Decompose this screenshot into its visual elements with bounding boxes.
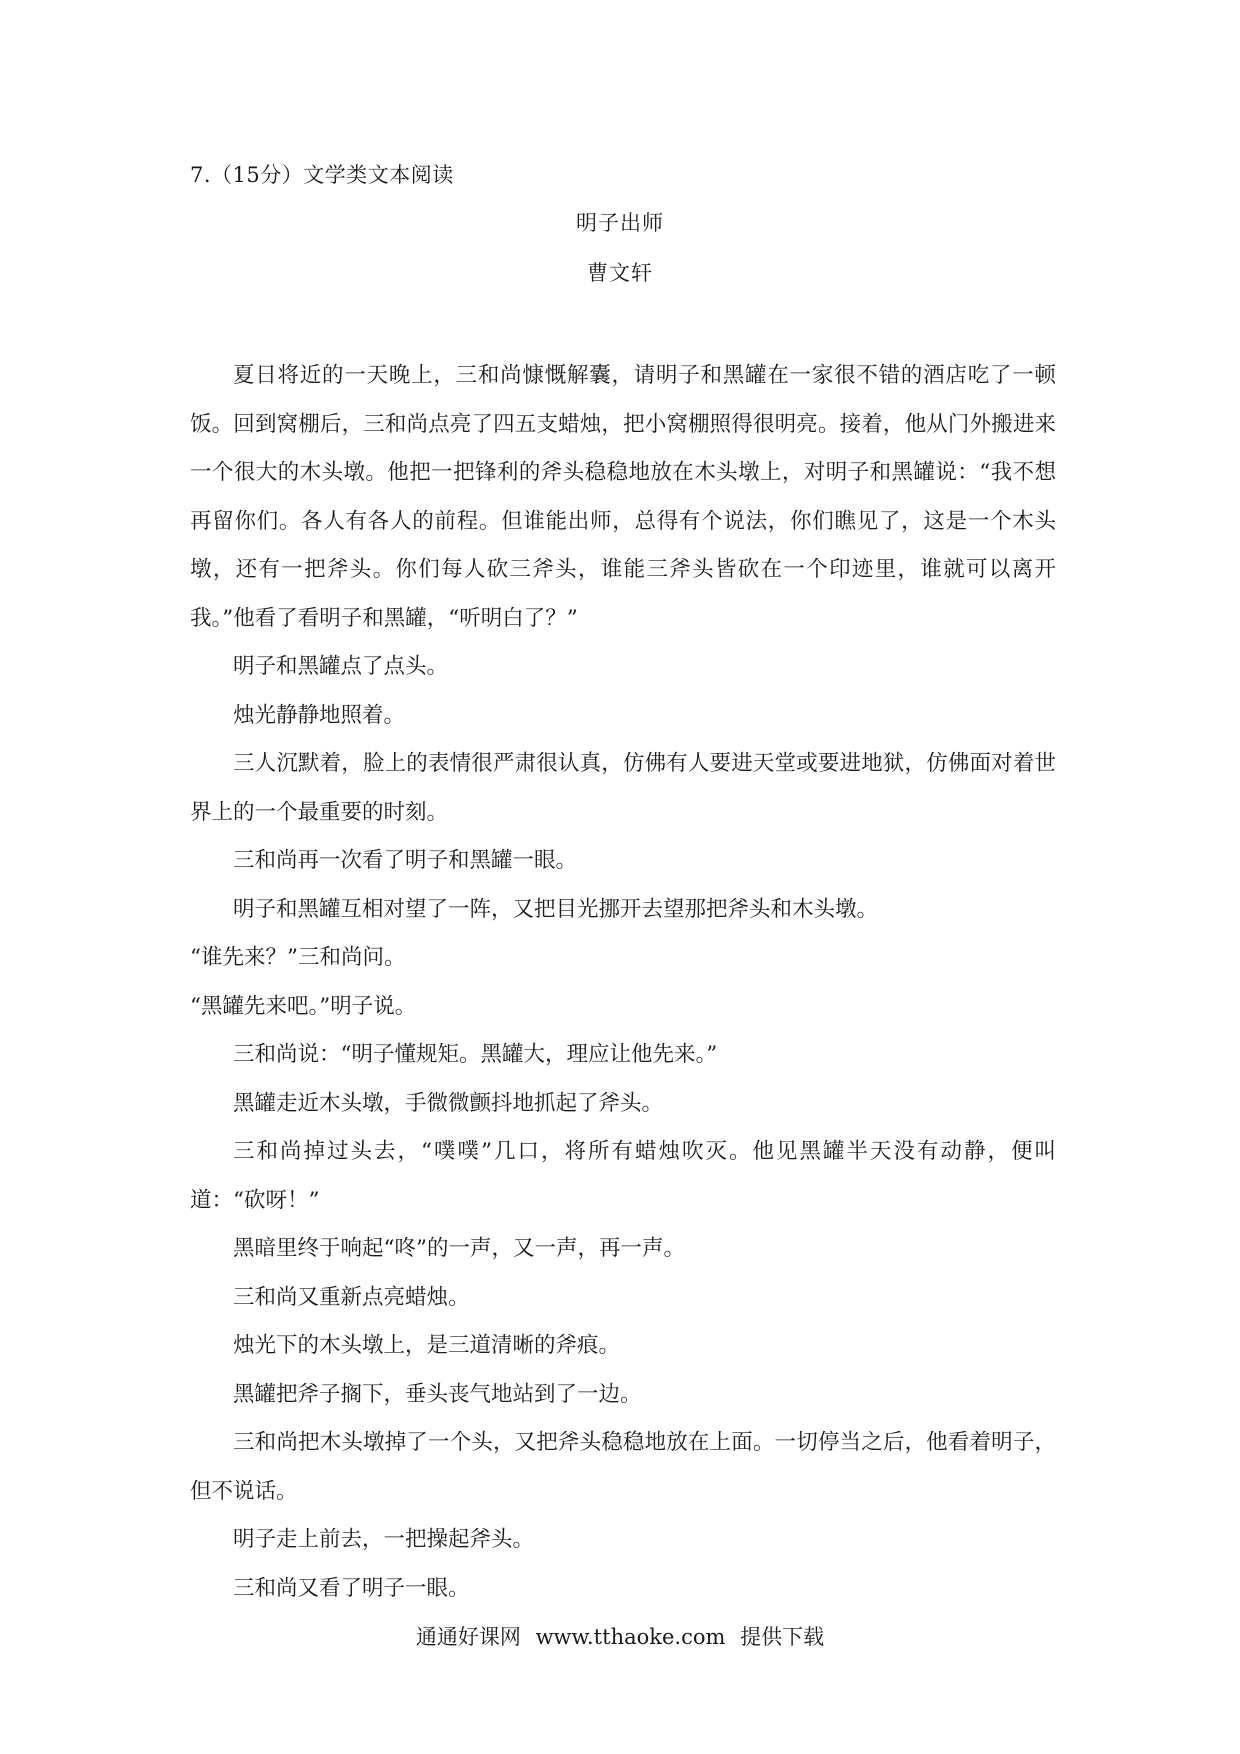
footer-site-name: 通通好课网 xyxy=(415,1625,521,1649)
story-paragraph: 三和尚又看了明子一眼。 xyxy=(233,1575,470,1601)
footer-url[interactable]: www.tthaoke.com xyxy=(535,1625,726,1649)
story-paragraph: 明子和黑罐点了点头。 xyxy=(233,654,449,679)
story-title: 明子出师 xyxy=(576,211,664,235)
story-paragraph: “黑罐先来吧。”明子说。 xyxy=(190,993,417,1019)
story-paragraph: 烛光下的木头墩上，是三道清晰的斧痕。 xyxy=(233,1333,621,1358)
footer-suffix: 提供下载 xyxy=(740,1625,825,1649)
story-paragraph: 三和尚又重新点亮蜡烛。 xyxy=(233,1284,470,1310)
story-paragraph: 明子走上前去，一把操起斧头。 xyxy=(233,1527,535,1552)
story-paragraph: 黑暗里终于响起“咚”的一声，又一声，再一声。 xyxy=(233,1236,685,1261)
page-footer xyxy=(0,1622,1240,1652)
question-heading: 7.（15分）文学类文本阅读 xyxy=(190,163,454,187)
story-paragraph: 夏日将近的一天晚上，三和尚慷慨解囊，请明子和黑罐在一家很不错的酒店吃了一顿饭。回到窝棚后，三和尚点亮了四五支蜡烛，把小窝棚照得很明亮。接着，他从门外搬进来一个很大的木头墩。他把一把锋利的斧头稳稳地放在木头墩上，对明子和黑罐说：“我不想再留你们。各人有各人的前程。但谁能出师，总得有个说法，你们瞧见了，这是一个木头墩，还有一把斧头。你们每人砍三斧头，谁能三斧头皆砍在一个印迹里，谁就可以离开我。”他看了看明子和黑罐，“听明白了？” xyxy=(190,363,1056,631)
story-paragraph: 三和尚说：“明子懂规矩。黑罐大，理应让他先来。” xyxy=(233,1042,718,1067)
story-paragraph: 烛光静静地照着。 xyxy=(233,702,406,728)
story-paragraph: 三和尚再一次看了明子和黑罐一眼。 xyxy=(233,848,578,873)
story-paragraph: 明子和黑罐互相对望了一阵，又把目光挪开去望那把斧头和木头墩。 xyxy=(233,896,879,922)
story-author: 曹文轩 xyxy=(587,261,653,285)
story-paragraph: 三和尚掉过头去，“噗噗”几口，将所有蜡烛吹灭。他见黑罐半天没有动静，便叫道：“砍呀！” xyxy=(190,1139,1056,1213)
story-paragraph: 三和尚把木头墩掉了一个头，又把斧头稳稳地放在上面。一切停当之后，他看着明子，但不说话。 xyxy=(190,1430,1056,1504)
story-paragraph: 黑罐把斧子搁下，垂头丧气地站到了一边。 xyxy=(233,1381,642,1407)
story-paragraph: 黑罐走近木头墩，手微微颤抖地抓起了斧头。 xyxy=(233,1090,664,1116)
story-paragraph: 三人沉默着，脸上的表情很严肃很认真，仿佛有人要进天堂或要进地狱，仿佛面对着世界上的一个最重要的时刻。 xyxy=(190,751,1056,825)
story-body xyxy=(190,352,1056,1613)
story-paragraph: “谁先来？”三和尚问。 xyxy=(190,945,406,970)
